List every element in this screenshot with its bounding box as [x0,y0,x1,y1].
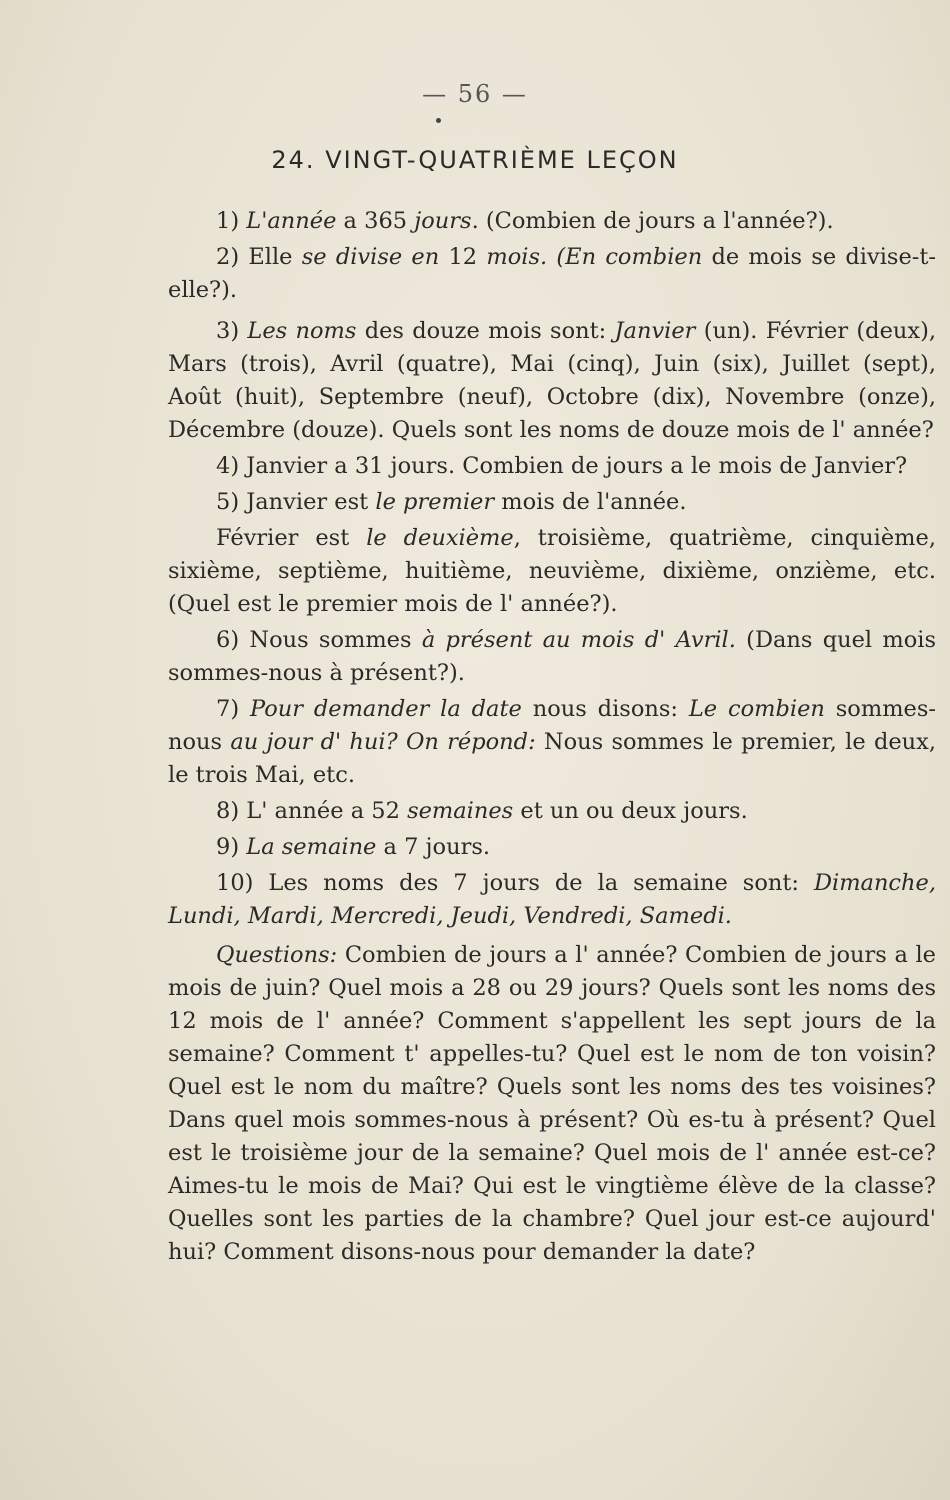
paragraph-text: . (Combien de jours a l'année?). [471,208,834,234]
paragraph-text: de mois se divise-t-elle?). [168,244,937,303]
lesson-paragraph [168,205,936,238]
paragraph-number: 5) [216,489,247,515]
paragraph-number: 4) [216,453,247,479]
paragraph-text: a 365 [336,208,415,234]
paragraph-number: 3) [216,318,248,344]
paragraph-text: 12 [439,244,487,270]
page-number: — 56 — [422,80,528,108]
lesson-paragraph [168,831,936,864]
italic-text: La semaine [246,834,377,860]
paragraph-text: L' année a 52 [246,798,408,824]
lesson-paragraph [168,241,936,307]
italic-text: se divise en [301,244,440,270]
paragraph-text: Février est [216,525,367,551]
paragraph-text: , troisième, quatrième, cinquième, sixième, septième, huitième, neuvième, dixième, onzième, etc. (Quel est le premier mois de l' année?). [168,525,936,617]
italic-text: au jour d' hui? On répond: [230,729,536,755]
italic-text: Dimanche, Lundi, Mardi, Mercredi, Jeudi, Vendredi, Samedi. [168,870,936,929]
paragraph-text: et un ou deux jours. [513,798,748,824]
paragraph-number: 10) [216,870,269,896]
questions-text: Combien de jours a l' année? Combien de jours a le mois de juin? Quel mois a 28 ou 29 jours? Quels sont les noms des 12 mois de l' année? Comment s'appellent les sept jours de la semaine? Comment t' appelles-tu? Quel est le nom de ton voisin? Quel est le nom du maître? Quels sont les noms des tes voisines? Dans quel mois sommes-nous à présent? Où es-tu à présent? Quel est le troisième jour de la semaine? Quel mois de l' année est-ce? Aimes-tu le mois de Mai? Qui est le vingtième élève de la classe? Quelles sont les parties de la chambre? Quel jour est-ce aujourd' hui? Comment disons-nous pour demander la date? [168,942,936,1265]
paragraph-number: 2) [216,244,249,270]
lesson-title: 24. VINGT-QUATRIÈME LEÇON [271,146,679,174]
lesson-paragraph [168,795,936,828]
paragraph-text: a 7 jours. [376,834,491,860]
numbered-paragraphs [168,205,936,933]
paragraph-number: 7) [216,696,250,722]
paragraph-text: des douze mois sont: [356,318,615,344]
paragraph-text: nous disons: [521,696,689,722]
lesson-paragraph [168,867,936,933]
paragraph-text: (un). Février (deux), Mars (trois), Avril (quatre), Mai (cinq), Juin (six), Juillet (sept), Août (huit), Septembre (neuf), Octobre (dix), Novembre (onze), Décembre (douze). Quels sont les noms de douze mois de l' année? [168,318,937,443]
paragraph-number: 9) [216,834,247,860]
paragraph-text: Nous sommes le premier, le deux, le trois Mai, etc. [168,729,937,788]
questions-label: Questions: [216,942,338,968]
print-speck [436,118,441,123]
italic-text: semaines [407,798,514,824]
paragraph-text: Janvier a 31 jours. Combien de jours a le mois de Janvier? [246,453,908,479]
paragraph-text: (Dans quel mois sommes-nous à présent?). [168,627,937,686]
italic-text: jours [414,208,472,234]
lesson-paragraph [168,315,936,447]
lesson-paragraph [168,450,936,483]
italic-text: à présent au mois d' Avril. [421,627,736,653]
paragraph-text: sommes-nous [168,696,936,755]
lesson-paragraph [168,522,936,621]
lesson-paragraph [168,693,936,792]
paragraph-number: 1) [216,208,247,234]
paragraph-text: Elle [248,244,302,270]
italic-text: Les noms [247,318,357,344]
lesson-paragraph [168,486,936,519]
paragraph-text: mois de l'année. [494,489,687,515]
paragraph-text: Janvier est [246,489,376,515]
lesson-body [168,205,936,1292]
italic-text: Pour demander la date [249,696,522,722]
questions-paragraph [168,939,936,1269]
lesson-paragraph [168,624,936,690]
italic-text: mois. (En combien [486,244,703,270]
paragraph-number: 6) [216,627,250,653]
italic-text: Le combien [688,696,825,722]
italic-text: L'année [246,208,337,234]
paragraph-text: Les noms des 7 jours de la semaine sont: [268,870,814,896]
italic-text: le deuxième [366,525,514,551]
paragraph-text: Nous sommes [249,627,422,653]
paragraph-number: 8) [216,798,247,824]
italic-text: le premier [375,489,495,515]
italic-text: Janvier [614,318,696,344]
